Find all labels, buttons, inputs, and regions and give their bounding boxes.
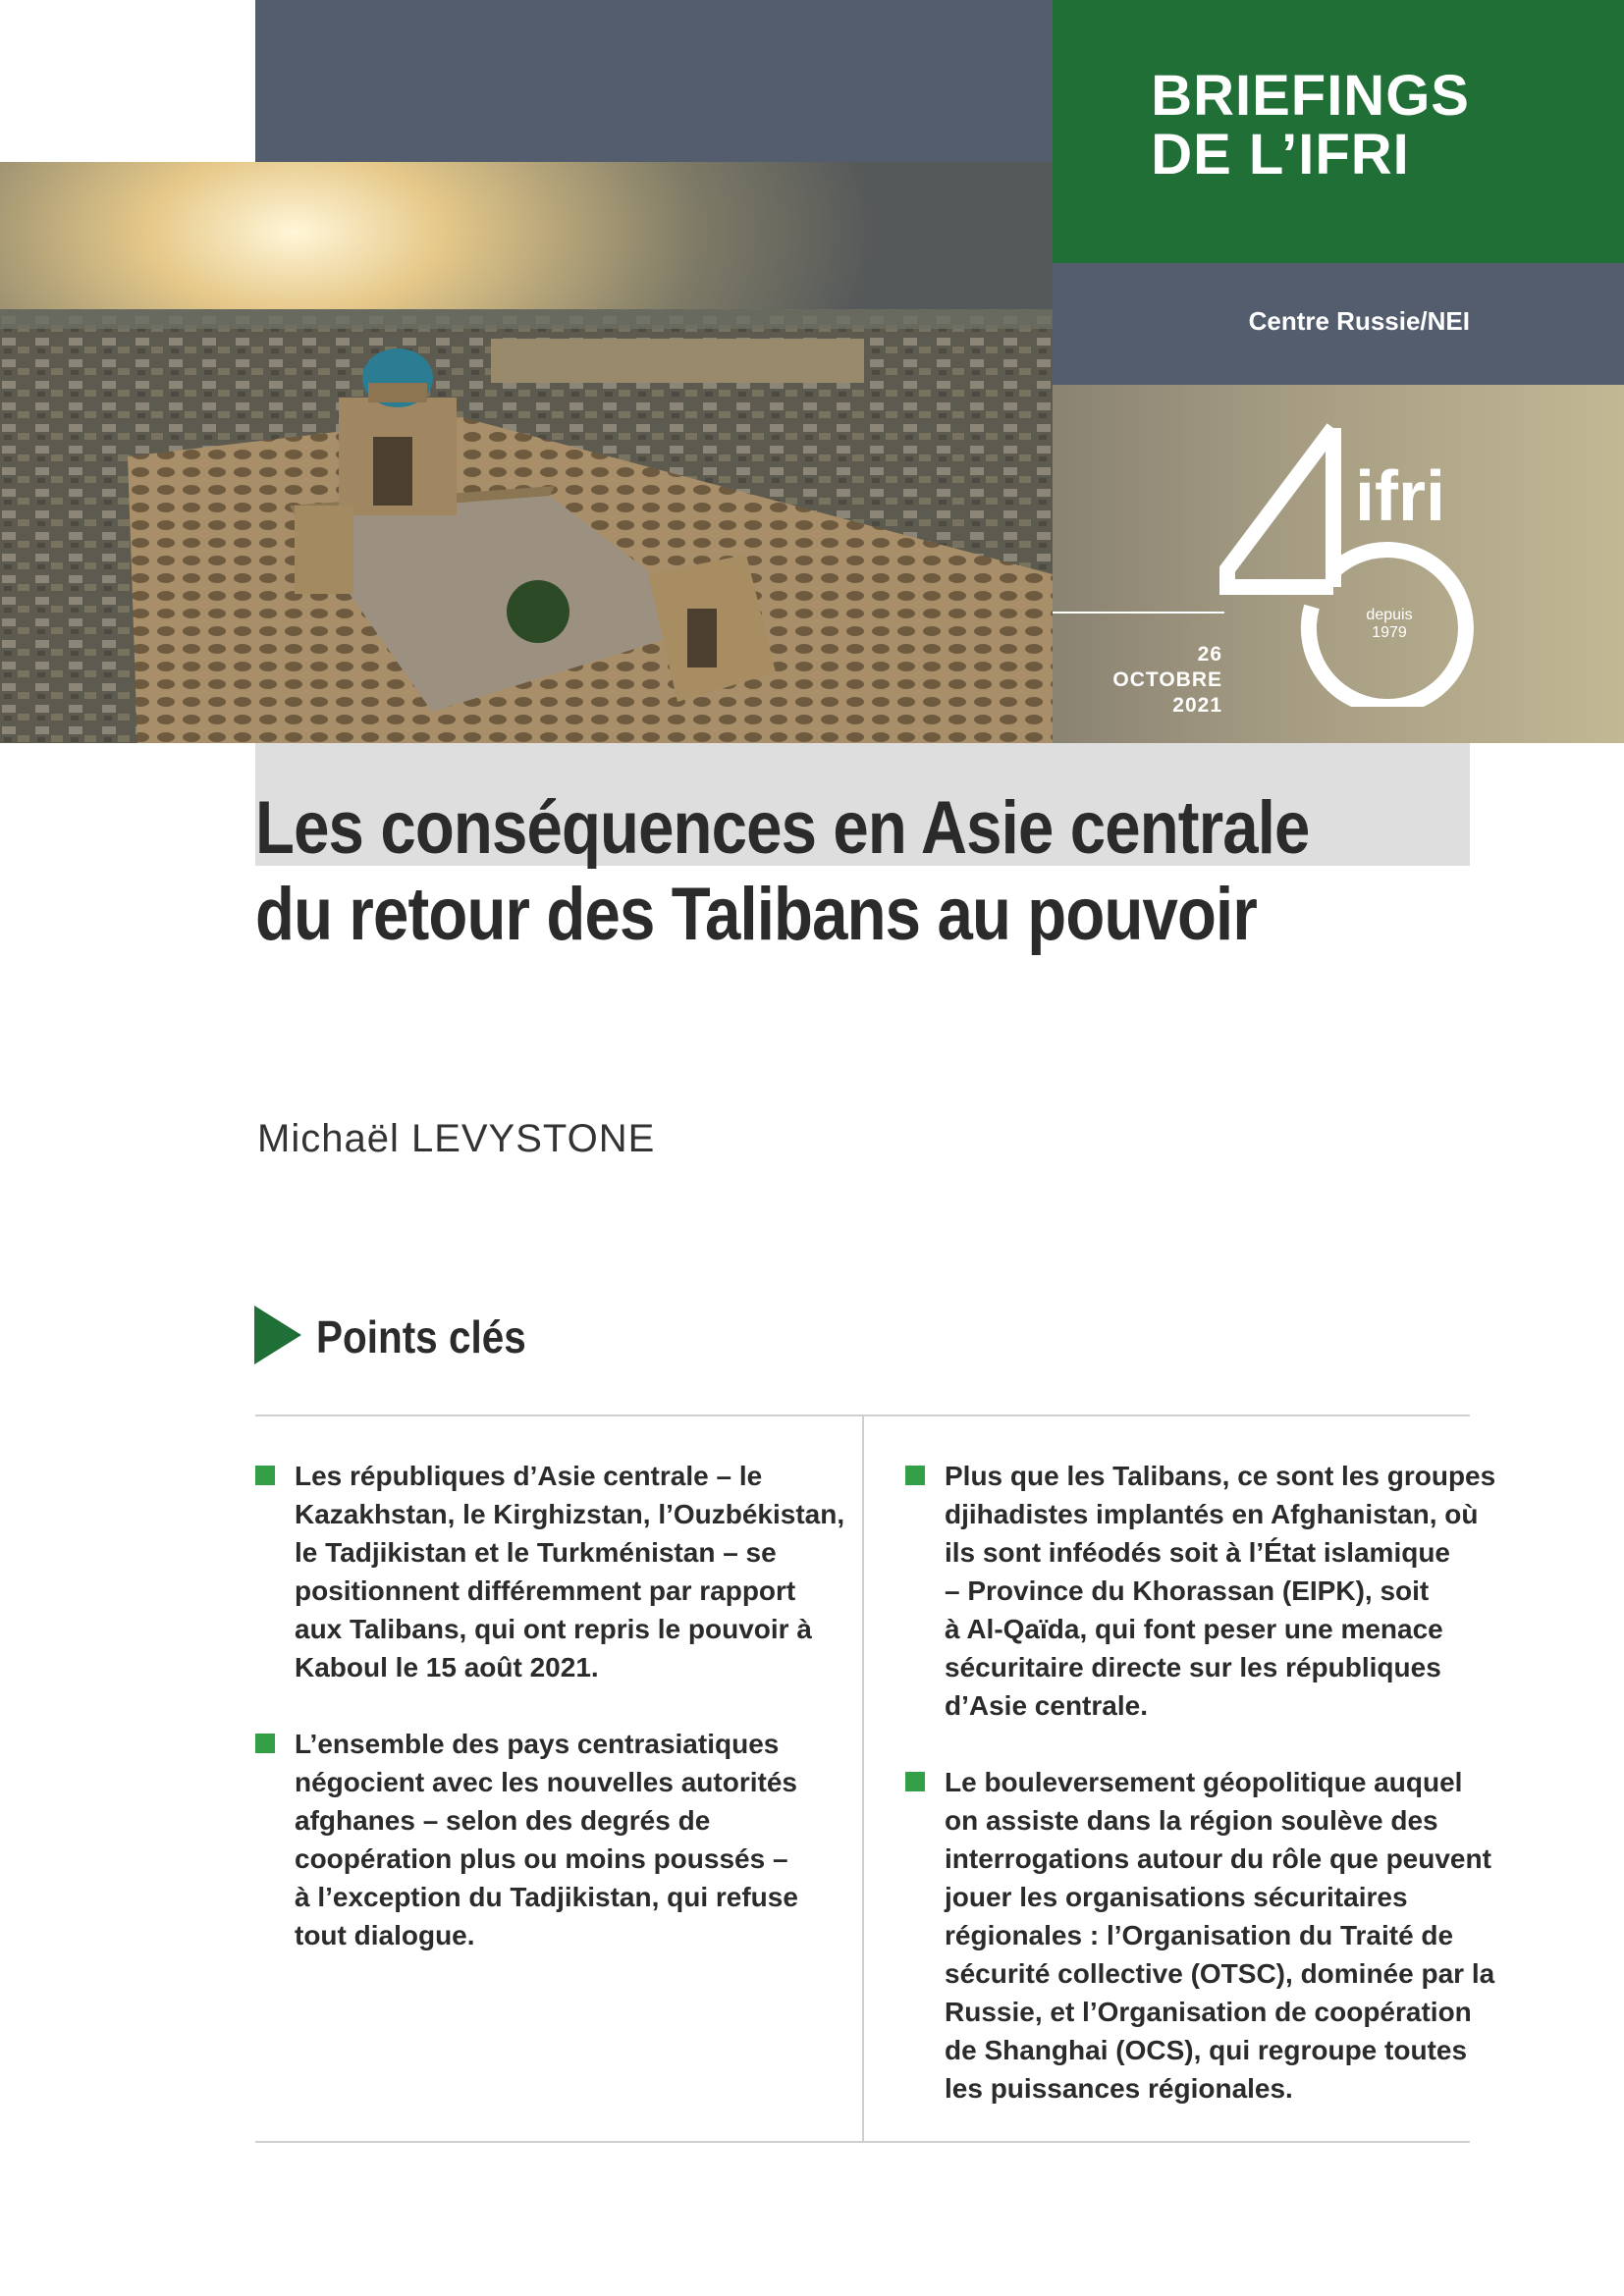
- divider: [255, 2141, 1470, 2143]
- key-point-line: de Shanghai (OCS), qui regroupe toutes: [945, 2035, 1468, 2065]
- header-band-top: [255, 0, 1053, 162]
- bullet-square-icon: [255, 1466, 275, 1485]
- key-point-line: Kazakhstan, le Kirghizstan, l’Ouzbékistan,: [295, 1499, 845, 1529]
- date-rule: [1053, 612, 1224, 614]
- logo-since-year: 1979: [1372, 624, 1407, 641]
- bullet-square-icon: [905, 1466, 925, 1485]
- play-arrow-icon: [254, 1306, 301, 1364]
- key-point-line: on assiste dans la région soulève des: [945, 1805, 1438, 1836]
- title-line2: du retour des Talibans au pouvoir: [255, 873, 1257, 956]
- bullet-square-icon: [255, 1734, 275, 1753]
- key-point-line: Plus que les Talibans, ce sont les groupes: [945, 1461, 1496, 1491]
- series-title-line2: DE L’IFRI: [1151, 123, 1410, 187]
- publication-date: [1053, 642, 1222, 719]
- key-point-line: coopération plus ou moins poussés –: [295, 1843, 788, 1874]
- logo-since-label: depuis: [1366, 607, 1413, 623]
- key-point-line: djihadistes implantés en Afghanistan, où: [945, 1499, 1479, 1529]
- key-point-line: jouer les organisations sécuritaires: [945, 1882, 1408, 1912]
- key-point-line: positionnent différemment par rapport: [295, 1575, 796, 1606]
- key-point-line: sécurité collective (OTSC), dominée par la: [945, 1958, 1495, 1989]
- key-point-line: aux Talibans, qui ont repris le pouvoir à: [295, 1614, 812, 1644]
- key-point-line: afghanes – selon des degrés de: [295, 1805, 711, 1836]
- title-line1: Les conséquences en Asie centrale: [255, 786, 1310, 870]
- logo-wordmark: ifri: [1355, 457, 1446, 536]
- bullet-square-icon: [905, 1772, 925, 1791]
- key-point-line: ils sont inféodés soit à l’État islamique: [945, 1537, 1451, 1568]
- key-point-line: à l’exception du Tadjikistan, qui refuse: [295, 1882, 798, 1912]
- key-point-line: à Al-Qaïda, qui font peser une menace: [945, 1614, 1443, 1644]
- column-divider: [862, 1415, 864, 2143]
- key-point-line: le Tadjikistan et le Turkménistan – se: [295, 1537, 777, 1568]
- cover-photo: [0, 162, 1053, 743]
- series-title-line1: BRIEFINGS: [1151, 64, 1470, 128]
- key-point-line: négocient avec les nouvelles autorités: [295, 1767, 797, 1797]
- key-point-line: Russie, et l’Organisation de coopération: [945, 1997, 1472, 2027]
- key-point-line: tout dialogue.: [295, 1920, 475, 1950]
- date-year: 2021: [1172, 694, 1222, 717]
- key-point-line: interrogations autour du rôle que peuvent: [945, 1843, 1491, 1874]
- key-point-line: sécuritaire directe sur les républiques: [945, 1652, 1441, 1682]
- centre-label: Centre Russie/NEI: [1248, 306, 1470, 336]
- key-point-line: les puissances régionales.: [945, 2073, 1293, 2104]
- series-title: [1151, 64, 1470, 187]
- key-point-line: – Province du Khorassan (EIPK), soit: [945, 1575, 1430, 1606]
- key-point-line: régionales : l’Organisation du Traité de: [945, 1920, 1454, 1950]
- date-month: OCTOBRE: [1112, 668, 1222, 691]
- key-point-line: d’Asie centrale.: [945, 1690, 1148, 1721]
- document-title: [255, 785, 1353, 958]
- key-point-line: L’ensemble des pays centrasiatiques: [295, 1729, 780, 1759]
- key-point-line: Les républiques d’Asie centrale – le: [295, 1461, 763, 1491]
- date-day: 26: [1197, 643, 1222, 666]
- key-points-heading: Points clés: [316, 1311, 526, 1362]
- author: Michaël LEVYSTONE: [257, 1117, 656, 1160]
- key-point-line: Kaboul le 15 août 2021.: [295, 1652, 599, 1682]
- ifri-40-logo: [1218, 422, 1483, 707]
- key-point-line: Le bouleversement géopolitique auquel: [945, 1767, 1463, 1797]
